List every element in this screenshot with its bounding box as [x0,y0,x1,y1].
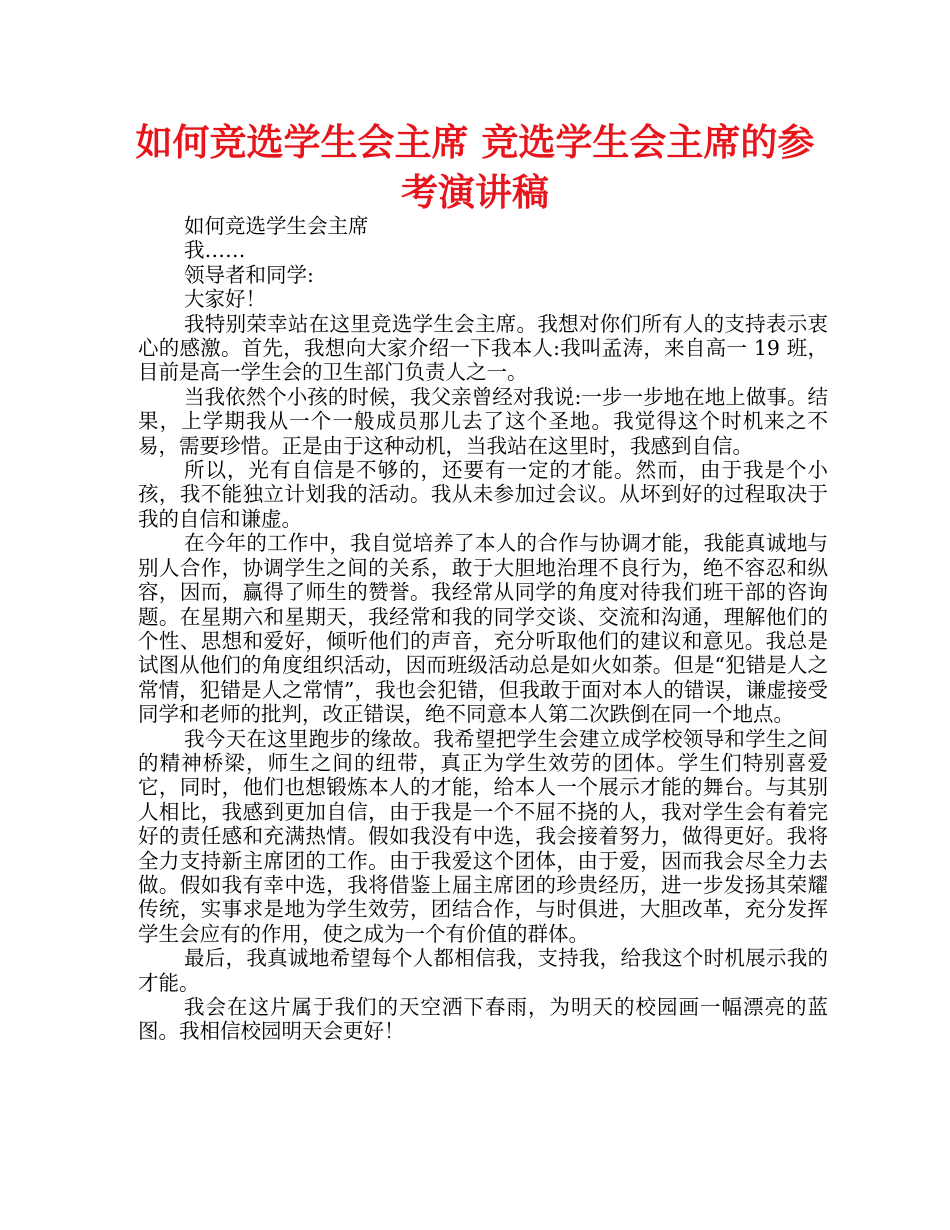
paragraph-ability: 所以，光有自信是不够的，还要有一定的才能。然而，由于我是个小孩，我不能独立计划我的活动。我从未参加过会议。从坏到好的过程取决于我的自信和谦虚。 [138,458,828,531]
paragraph-introduction: 我特别荣幸站在这里竞选学生会主席。我想对你们所有人的支持表示衷心的感激。首先，我想向大家介绍一下我本人:我叫孟涛，来自高一 19 班，目前是高一学生会的卫生部门负责人之一。 [138,311,828,385]
paragraph-confidence: 当我依然个小孩的时候，我父亲曾经对我说:一步一步地在地上做事。结果，上学期我从一个一般成员那儿去了这个圣地。我觉得这个时机来之不易，需要珍惜。正是由于这种动机，当我站在这里时，我感到自信。 [138,384,828,458]
intro-line-speaker: 我…… [184,238,246,263]
paragraph-goals: 我今天在这里跑步的缘故。我希望把学生会建立成学校领导和学生之间的精神桥梁，师生之间的纽带，真正为学生效劳的团体。学生们特别喜爱它，同时，他们也想锻炼本人的才能，给本人一个展示才能的舞台。与其别人相比，我感到更加自信，由于我是一个不屈不挠的人，我对学生会有着完好的责任感和充满热情。假如我没有中选，我会接着努力，做得更好。我将全力支持新主席团的工作。由于我爱这个团体，由于爱，因而我会尽全力去做。假如我有幸中选，我将借鉴上届主席团的珍贵经历，进一步发扬其荣耀传统，实事求是地为学生效劳，团结合作，与时俱进，大胆改革，充分发挥学生会应有的作用，使之成为一个有价值的群体。 [138,726,828,946]
intro-line-greeting: 大家好！ [184,287,266,312]
document-title: 如何竞选学生会主席 竞选学生会主席的参考演讲稿 [135,121,815,214]
paragraph-work-experience: 在今年的工作中，我自觉培养了本人的合作与协调才能，我能真诚地与别人合作，协调学生之间的关系，敢于大胆地治理不良行为，绝不容忍和纵容，因而，赢得了师生的赞誉。我经常从同学的角度对待我们班干部的咨询题。在星期六和星期天，我经常和我的同学交谈、交流和沟通，理解他们的个性、思想和爱好，倾听他们的声音，充分听取他们的建议和意见。我总是试图从他们的角度组织活动，因而班级活动总是如火如荼。但是“犯错是人之常情，犯错是人之常情”，我也会犯错，但我敢于面对本人的错误，谦虚接受同学和老师的批判，改正错误，绝不同意本人第二次跌倒在同一个地点。 [138,531,828,727]
intro-line-heading: 如何竞选学生会主席 [184,214,369,238]
intro-line-salutation: 领导者和同学: [184,262,314,287]
document-body [138,214,828,1044]
paragraph-closing-request: 最后，我真诚地希望每个人都相信我，支持我，给我这个时机展示我的才能。 [138,946,828,995]
paragraph-closing-vision: 我会在这片属于我们的天空洒下春雨，为明天的校园画一幅漂亮的蓝图。我相信校园明天会更好！ [138,995,828,1044]
